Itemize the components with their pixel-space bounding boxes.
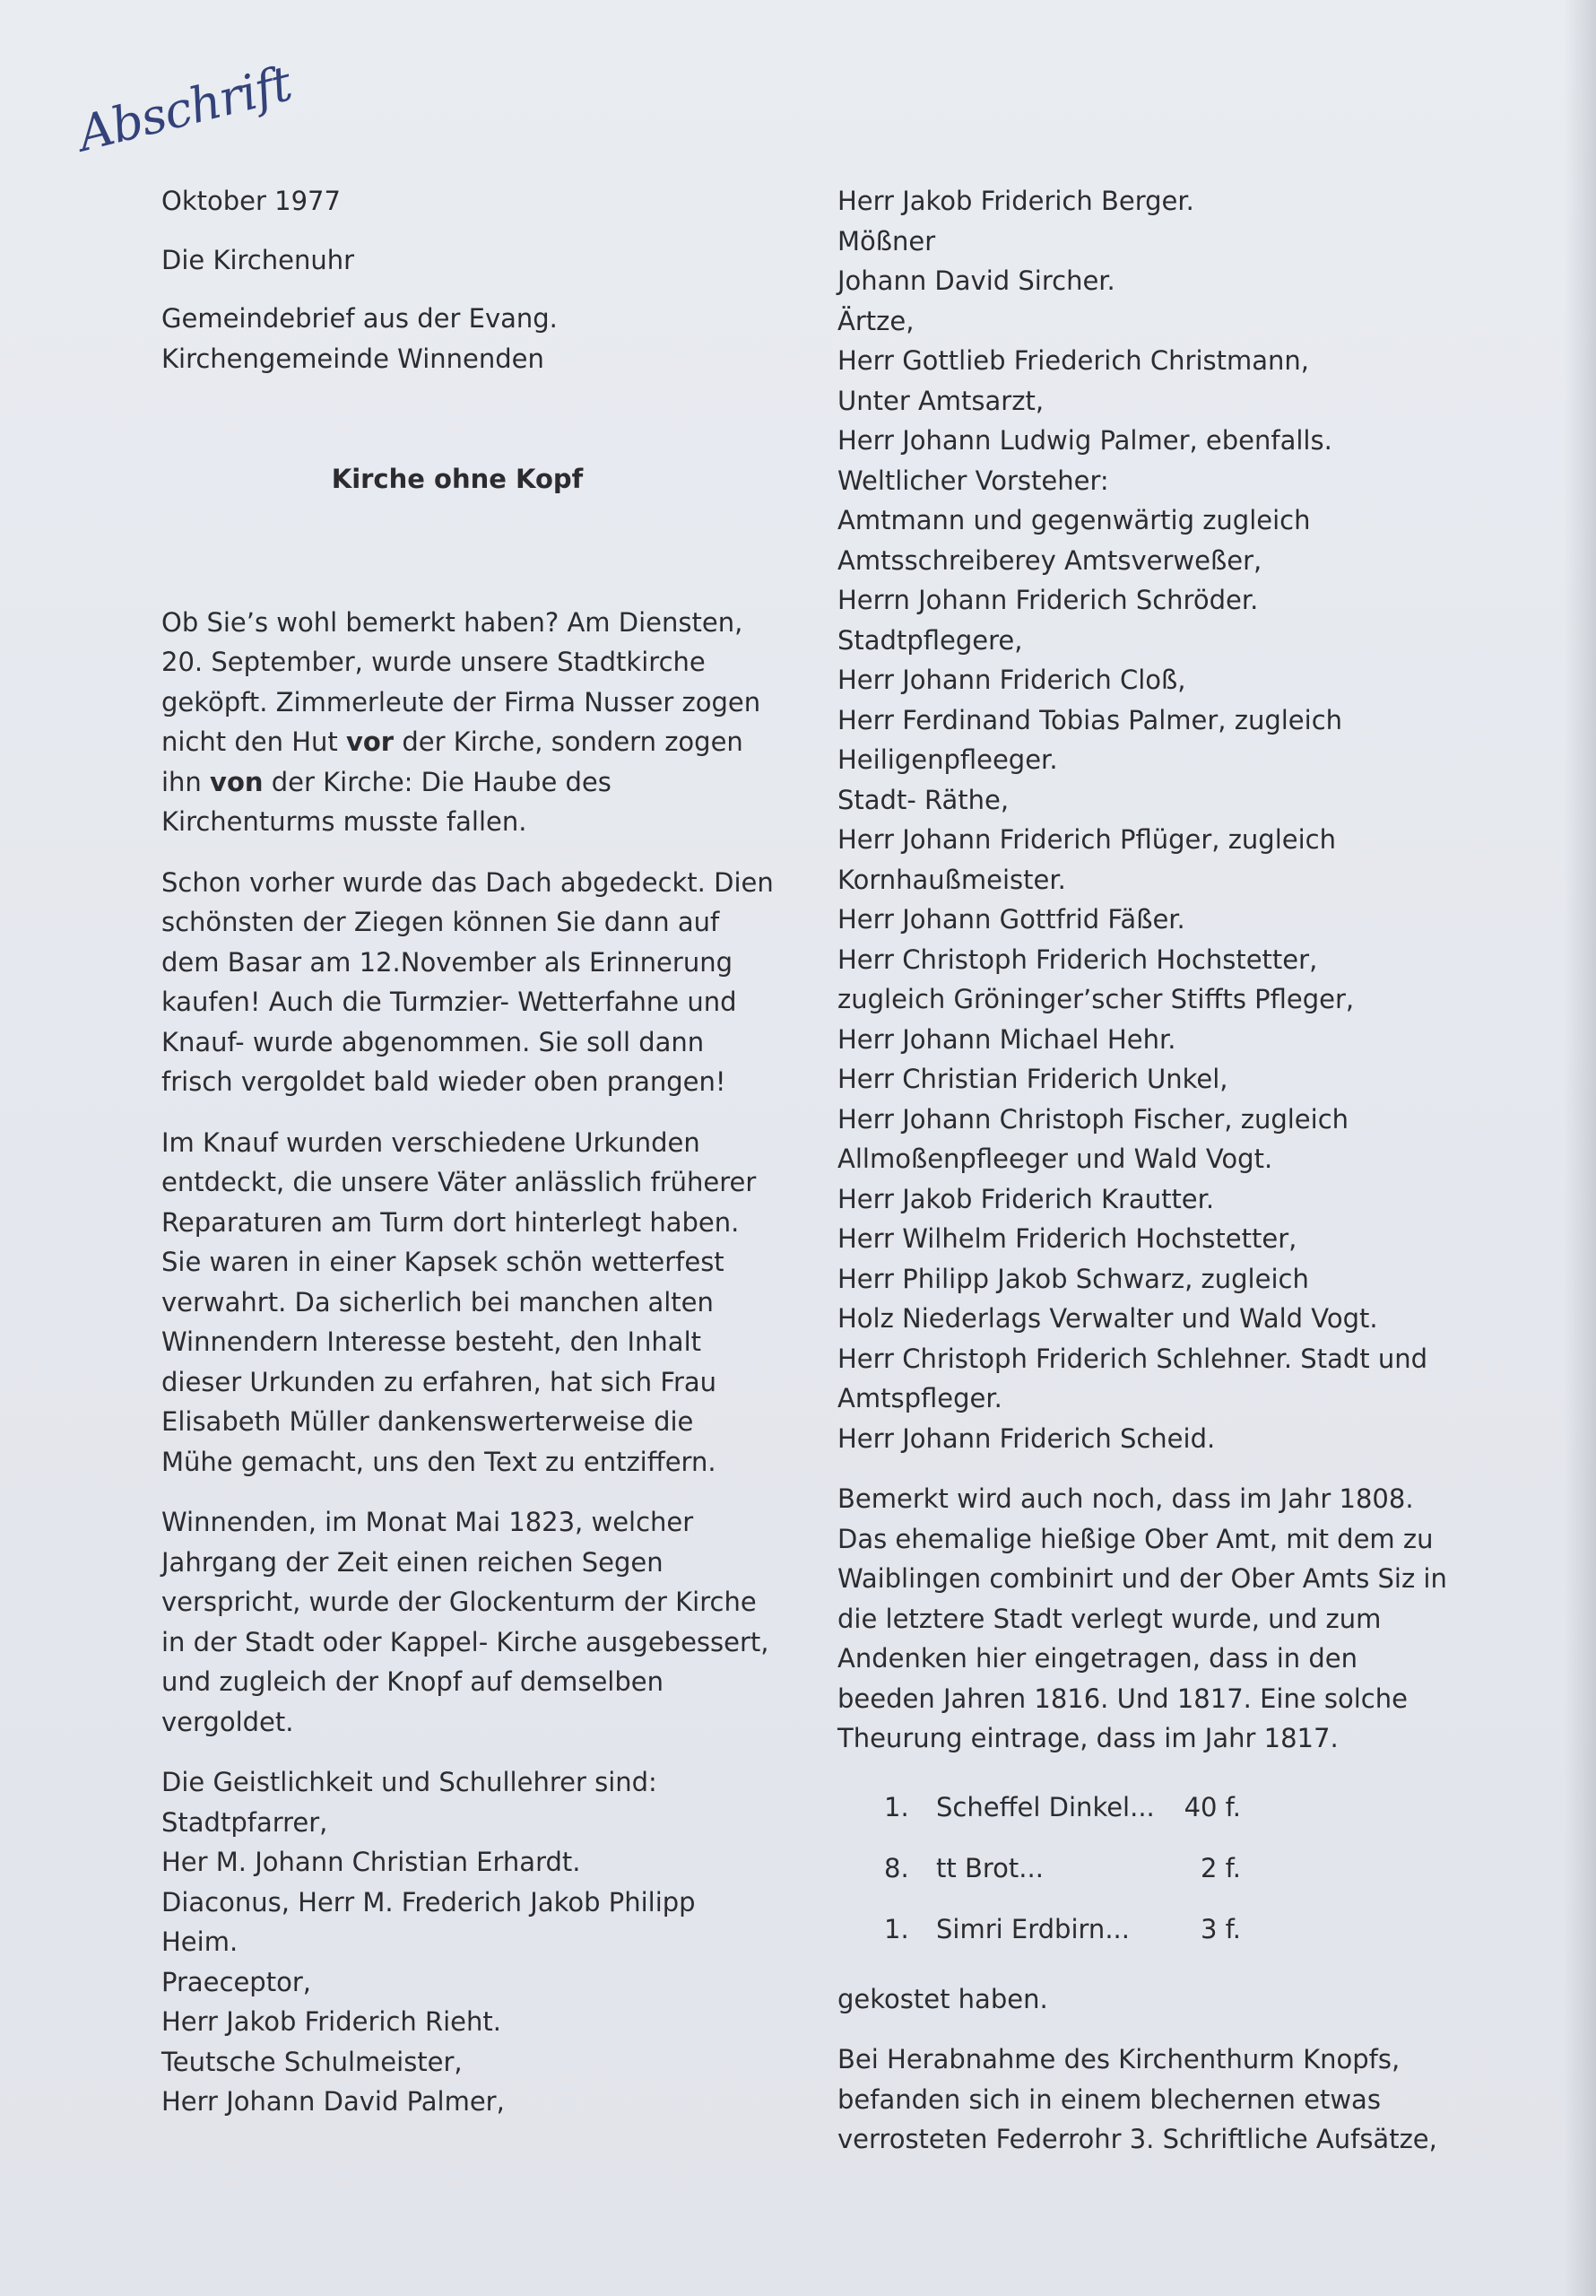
text-line: Theurung eintrage, dass im Jahr 1817. (837, 1723, 1339, 1753)
final-paragraph (837, 2039, 1447, 2160)
text-line: verwahrt. Da sicherlich bei manchen alten (161, 1286, 714, 1318)
text-line: dieser Urkunden zu erfahren, hat sich Frau (161, 1366, 717, 1397)
text-line: Heim. (161, 1926, 239, 1957)
official-line: Herr Johann Friderich Pflüger, zugleich (837, 824, 1336, 855)
text-line: Mühe gemacht, uns den Text zu entziffern. (161, 1446, 716, 1477)
text-line: Winnendern Interesse besteht, den Inhalt (161, 1326, 702, 1357)
official-line: Weltlicher Vorsteher: (837, 465, 1109, 496)
text-line: Sie waren in einer Kapsek schön wetterfest (161, 1247, 724, 1277)
article-title: Kirche ohne Kopf (331, 464, 584, 494)
text-line: und zugleich der Knopf auf demselben (161, 1666, 664, 1697)
official-line: Ärtze, (837, 305, 915, 336)
official-line: Herr Wilhelm Friderich Hochstetter, (837, 1223, 1297, 1254)
official-line: Herr Christian Friderich Unkel, (837, 1064, 1228, 1094)
price-row (884, 1778, 1447, 1839)
price-number: 8. (884, 1853, 909, 1884)
text-line: Bei Herabnahme des Kirchenthurm Knopfs, (837, 2044, 1401, 2074)
text-line: Teutsche Schulmeister, (161, 2046, 463, 2077)
official-line: Herr Jakob Friderich Krautter. (837, 1183, 1215, 1214)
page-edge-shadow (1564, 0, 1596, 2296)
official-line: Herr Johann Friderich Scheid. (837, 1422, 1216, 1454)
text-line: Bemerkt wird auch noch, dass im Jahr 1808. (837, 1483, 1414, 1514)
price-table (837, 1778, 1447, 1961)
header-source-line: Gemeindebrief aus der Evang. (161, 303, 558, 334)
official-line: Amtsschreiberey Amtsverweßer, (837, 544, 1262, 576)
left-column (161, 181, 789, 2122)
text-line: in der Stadt oder Kappel- Kirche ausgebessert, (161, 1626, 769, 1657)
price-number: 1. (884, 1792, 909, 1823)
text-line: Im Knauf wurden verschiedene Urkunden (161, 1126, 700, 1158)
price-value: 40 f. (1184, 1792, 1241, 1823)
price-number: 1. (884, 1914, 909, 1945)
text-line: Herr Johann David Palmer, (161, 2086, 505, 2117)
text-line: ihn von der Kirche: Die Haube des (161, 766, 612, 797)
text-line: geköpft. Zimmerleute der Firma Nusser zogen (161, 686, 761, 718)
paragraph (161, 1502, 789, 1742)
text-line: Ob Sie’s wohl bemerkt haben? Am Diensten, (161, 606, 743, 638)
text-line: Jahrgang der Zeit einen reichen Segen (161, 1546, 664, 1578)
text-line: befanden sich in einem blechernen etwas (837, 2083, 1381, 2115)
text-line: Elisabeth Müller dankenswerterweise die (161, 1406, 694, 1437)
official-line: Herr Johann Friderich Cloß, (837, 665, 1186, 695)
official-line: Herr Johann Michael Hehr. (837, 1023, 1176, 1055)
right-column (837, 181, 1447, 2160)
official-line: Herr Christoph Friderich Hochstetter, (837, 944, 1318, 975)
text-line: kaufen! Auch die Turmzier- Wetterfahne und (161, 987, 737, 1017)
official-line: Allmoßenpfleeger und Wald Vogt. (837, 1144, 1273, 1174)
official-line: Kornhaußmeister. (837, 864, 1066, 895)
text-line: Andenken hier eingetragen, dass in den (837, 1643, 1358, 1674)
text-line: Die Geistlichkeit und Schullehrer sind: (161, 1767, 657, 1797)
price-item: Simri Erdbirn... (936, 1914, 1130, 1945)
official-line: Johann David Sircher. (837, 265, 1115, 296)
note-paragraph (837, 1479, 1447, 1759)
header-source-line: Kirchengemeinde Winnenden (161, 343, 544, 374)
official-line: Amtmann und gegenwärtig zugleich (837, 505, 1311, 535)
left-paragraphs (161, 603, 789, 2122)
official-line: Heiligenpfleeger. (837, 744, 1058, 775)
price-value: 3 f. (1201, 1914, 1241, 1945)
official-line: Herr Christoph Friderich Schlehner. Stadt und (837, 1343, 1428, 1374)
text-line: verrosteten Federrohr 3. Schriftliche Aufsätze, (837, 2124, 1437, 2154)
official-line: Herr Johann Gottfrid Fäßer. (837, 904, 1185, 935)
text-line: Diaconus, Herr M. Frederich Jakob Philipp (161, 1886, 696, 1918)
official-line: Herr Jakob Friderich Berger. (837, 186, 1194, 216)
official-line: Herr Johann Ludwig Palmer, ebenfalls. (837, 425, 1332, 456)
text-line: Schon vorher wurde das Dach abgedeckt. Dien (161, 866, 774, 898)
handwritten-note: Abschrift (72, 55, 297, 162)
official-line: Herrn Johann Friderich Schröder. (837, 585, 1259, 615)
text-line: Kirchenturms musste fallen. (161, 806, 527, 837)
official-line: Herr Ferdinand Tobias Palmer, zugleich (837, 704, 1343, 735)
officials-list (837, 181, 1447, 1458)
text-line: entdeckt, die unsere Väter anlässlich früherer (161, 1167, 757, 1197)
text-line: dem Basar am 12.November als Erinnerung (161, 946, 733, 978)
text-line: Stadtpfarrer, (161, 1806, 328, 1838)
official-line: Herr Gottlieb Friederich Christmann, (837, 345, 1309, 376)
text-line: verspricht, wurde der Glockenturm der Kirche (161, 1587, 757, 1617)
official-line: Herr Johann Christoph Fischer, zugleich (837, 1103, 1349, 1135)
text-line: Reparaturen am Turm dort hinterlegt haben. (161, 1206, 740, 1238)
official-line: zugleich Gröninger’scher Stiffts Pfleger, (837, 984, 1355, 1014)
text-line: Her M. Johann Christian Erhardt. (161, 1847, 581, 1877)
text-line: Waiblingen combinirt und der Ober Amts Siz in (837, 1563, 1447, 1594)
text-line: schönsten der Ziegen können Sie dann auf (161, 907, 720, 937)
text-line: Praeceptor, (161, 1966, 311, 1997)
official-line: Stadt- Räthe, (837, 784, 1010, 815)
text-line: beeden Jahren 1816. Und 1817. Eine solche (837, 1683, 1408, 1714)
text-line: vergoldet. (161, 1706, 294, 1737)
text-line: Das ehemalige hießige Ober Amt, mit dem zu (837, 1523, 1434, 1554)
text-line: frisch vergoldet bald wieder oben prangen! (161, 1066, 726, 1097)
paragraph (161, 603, 789, 842)
text-line: 20. September, wurde unsere Stadtkirche (161, 647, 706, 677)
header-topic: Die Kirchenuhr (161, 244, 355, 275)
official-line: Amtspfleger. (837, 1383, 1002, 1413)
price-item: Scheffel Dinkel... (936, 1792, 1155, 1823)
price-row (884, 1900, 1447, 1961)
text-line: Herr Jakob Friderich Rieht. (161, 2006, 501, 2037)
header-date: Oktober 1977 (161, 186, 341, 216)
text-line: Winnenden, im Monat Mai 1823, welcher (161, 1507, 694, 1537)
text-line: nicht den Hut vor der Kirche, sondern zogen (161, 726, 743, 757)
price-item: tt Brot... (936, 1853, 1044, 1884)
official-line: Unter Amtsarzt, (837, 385, 1045, 416)
official-line: Stadtpflegere, (837, 624, 1023, 656)
paragraph (161, 1762, 789, 2122)
text-line: Knauf- wurde abgenommen. Sie soll dann (161, 1026, 705, 1057)
after-prices-text: gekostet haben. (837, 1983, 1048, 2014)
paragraph (161, 863, 789, 1102)
official-line: Holz Niederlags Verwalter und Wald Vogt. (837, 1303, 1378, 1334)
text-line: die letztere Stadt verlegt wurde, und zum (837, 1603, 1382, 1634)
official-line: Herr Philipp Jakob Schwarz, zugleich (837, 1263, 1309, 1294)
official-line: Mößner (837, 225, 936, 257)
paragraph (161, 1123, 789, 1483)
price-row (884, 1839, 1447, 1900)
price-value: 2 f. (1201, 1853, 1241, 1884)
